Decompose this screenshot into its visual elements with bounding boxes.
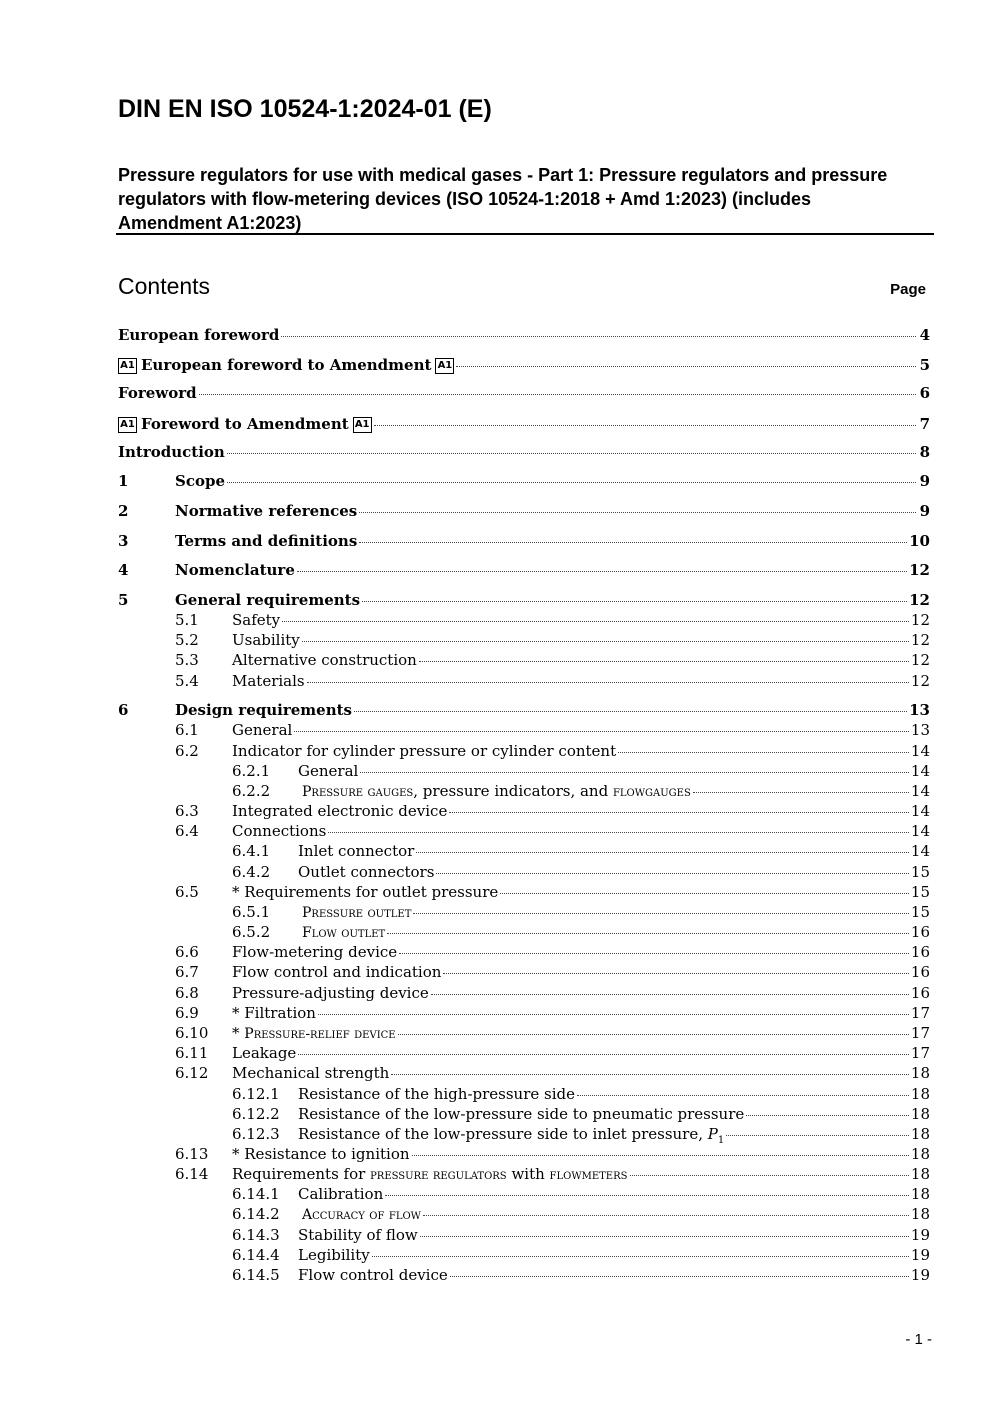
toc-number: 6.4 bbox=[175, 822, 199, 840]
leader-dots bbox=[362, 601, 907, 602]
leader-dots bbox=[387, 933, 909, 934]
toc-entry-foreword[interactable] bbox=[0, 384, 992, 404]
toc-entry-6-4-2[interactable] bbox=[0, 863, 992, 883]
toc-page: 18 bbox=[910, 1165, 930, 1183]
toc-page: 17 bbox=[910, 1044, 930, 1062]
toc-label: Connections bbox=[232, 822, 327, 840]
toc-page: 18 bbox=[910, 1185, 930, 1203]
page-column-heading: Page bbox=[890, 281, 926, 298]
leader-dots bbox=[227, 453, 916, 454]
toc-entry-6-14-1[interactable] bbox=[0, 1185, 992, 1205]
toc-label: * Requirements for outlet pressure bbox=[232, 883, 499, 901]
leader-dots bbox=[423, 1215, 909, 1216]
toc-page: 18 bbox=[910, 1085, 930, 1103]
toc-entry-5-4[interactable] bbox=[0, 672, 992, 692]
toc-page: 15 bbox=[910, 863, 930, 881]
toc-label: Design requirements bbox=[175, 701, 352, 719]
toc-page: 14 bbox=[910, 782, 930, 800]
toc-label: Inlet connector bbox=[298, 842, 415, 860]
leader-dots bbox=[443, 973, 908, 974]
toc-page: 12 bbox=[909, 561, 930, 579]
toc-entry-introduction[interactable] bbox=[0, 443, 992, 463]
toc-entry-6[interactable] bbox=[0, 701, 992, 721]
leader-dots bbox=[359, 512, 916, 513]
toc-number: 6.9 bbox=[175, 1004, 199, 1022]
leader-dots bbox=[726, 1135, 909, 1136]
leader-dots bbox=[391, 1074, 909, 1075]
toc-page: 13 bbox=[910, 721, 930, 739]
leader-dots bbox=[302, 641, 909, 642]
amendment-start-marker-icon: A1 bbox=[118, 417, 137, 433]
toc-page: 12 bbox=[910, 672, 930, 690]
toc-label: Pressure gauges, pressure indicators, and flowgauges bbox=[302, 782, 691, 800]
toc-entry-european-foreword-amendment[interactable] bbox=[0, 356, 992, 376]
toc-label: Outlet connectors bbox=[298, 863, 435, 881]
toc-page: 18 bbox=[910, 1125, 930, 1143]
toc-label: Resistance of the low-pressure side to pneumatic pressure bbox=[298, 1105, 745, 1123]
toc-label: Normative references bbox=[175, 502, 358, 520]
toc-entry-5-3[interactable] bbox=[0, 651, 992, 671]
toc-label: * Pressure-relief device bbox=[232, 1024, 396, 1042]
toc-page: 12 bbox=[909, 591, 930, 609]
leader-dots bbox=[693, 792, 909, 793]
toc-entry-6-14-4[interactable] bbox=[0, 1246, 992, 1266]
leader-dots bbox=[420, 1236, 909, 1237]
leader-dots bbox=[307, 682, 909, 683]
toc-label: Flow control device bbox=[298, 1266, 448, 1284]
toc-page: 12 bbox=[910, 631, 930, 649]
toc-entry-6-2[interactable] bbox=[0, 742, 992, 762]
toc-number: 6.14.2 bbox=[232, 1205, 280, 1223]
toc-number: 2 bbox=[118, 502, 129, 520]
toc-number: 6.12 bbox=[175, 1064, 209, 1082]
toc-page: 12 bbox=[910, 651, 930, 669]
toc-page: 5 bbox=[919, 356, 930, 374]
toc-label: Accuracy of flow bbox=[302, 1207, 421, 1223]
leader-dots bbox=[436, 873, 908, 874]
toc-page: 19 bbox=[910, 1246, 930, 1264]
toc-page: 8 bbox=[919, 443, 930, 461]
contents-heading: Contents bbox=[118, 273, 211, 299]
toc-entry-6-12-1[interactable] bbox=[0, 1085, 992, 1105]
toc-entry-3[interactable] bbox=[0, 532, 992, 552]
toc-number: 6.13 bbox=[175, 1145, 209, 1163]
toc-entry-6-3[interactable] bbox=[0, 802, 992, 822]
leader-dots bbox=[298, 1054, 909, 1055]
toc-page: 14 bbox=[910, 822, 930, 840]
toc-label: Flow control and indication bbox=[232, 963, 442, 981]
toc-entry-6-8[interactable] bbox=[0, 984, 992, 1004]
leader-dots bbox=[456, 366, 916, 367]
toc-label: Safety bbox=[232, 611, 281, 629]
toc-entry-european-foreword[interactable] bbox=[0, 326, 992, 346]
toc-number: 6.12.3 bbox=[232, 1125, 280, 1143]
toc-entry-6-11[interactable] bbox=[0, 1044, 992, 1064]
toc-label: Materials bbox=[232, 672, 305, 690]
toc-entry-5[interactable] bbox=[0, 591, 992, 611]
toc-number: 6.4.2 bbox=[232, 863, 271, 881]
toc-label: Resistance of the low-pressure side to inlet pressure, $P_1$ bbox=[298, 1125, 725, 1146]
toc-page: 14 bbox=[910, 742, 930, 760]
toc-page: 16 bbox=[910, 943, 930, 961]
toc-label: Flow outlet bbox=[302, 925, 386, 941]
amendment-start-marker-icon: A1 bbox=[118, 358, 137, 374]
toc-page: 13 bbox=[909, 701, 930, 719]
leader-dots bbox=[746, 1115, 909, 1116]
toc-page: 14 bbox=[910, 842, 930, 860]
toc-number: 1 bbox=[118, 472, 129, 490]
toc-number: 5.4 bbox=[175, 672, 199, 690]
toc-entry-6-7[interactable] bbox=[0, 963, 992, 983]
leader-dots bbox=[413, 913, 909, 914]
toc-page: 14 bbox=[910, 802, 930, 820]
document-id: DIN EN ISO 10524-1:2024-01 (E) bbox=[118, 95, 492, 123]
toc-entry-6-14-5[interactable] bbox=[0, 1266, 992, 1286]
leader-dots bbox=[630, 1175, 909, 1176]
toc-page: 17 bbox=[910, 1024, 930, 1042]
toc-entry-6-1[interactable] bbox=[0, 721, 992, 741]
toc-number: 6.14.4 bbox=[232, 1246, 280, 1264]
leader-dots bbox=[431, 994, 909, 995]
toc-label: Pressure-adjusting device bbox=[232, 984, 429, 1002]
leader-dots bbox=[419, 661, 909, 662]
toc-number: 6.14.5 bbox=[232, 1266, 280, 1284]
toc-page: 18 bbox=[910, 1105, 930, 1123]
toc-number: 6.12.2 bbox=[232, 1105, 280, 1123]
toc-label: Nomenclature bbox=[175, 561, 295, 579]
toc-number: 6.2.2 bbox=[232, 782, 271, 800]
toc-number: 6.8 bbox=[175, 984, 199, 1002]
toc-label: Integrated electronic device bbox=[232, 802, 448, 820]
toc-label: * Filtration bbox=[232, 1004, 316, 1022]
leader-dots bbox=[318, 1014, 909, 1015]
toc-page: 4 bbox=[919, 326, 930, 344]
leader-dots bbox=[500, 893, 909, 894]
leader-dots bbox=[294, 731, 909, 732]
toc-number: 5.1 bbox=[175, 611, 199, 629]
toc-number: 6.5.2 bbox=[232, 923, 271, 941]
leader-dots bbox=[297, 571, 907, 572]
toc-label: General requirements bbox=[175, 591, 361, 609]
toc-entry-6-5[interactable] bbox=[0, 883, 992, 903]
toc-entry-1[interactable] bbox=[0, 472, 992, 492]
toc-label: Requirements for pressure regulators with flowmeters bbox=[232, 1165, 628, 1183]
toc-label: European foreword to Amendment bbox=[141, 356, 432, 374]
toc-label: General bbox=[232, 721, 293, 739]
toc-page: 9 bbox=[919, 472, 930, 490]
leader-dots bbox=[227, 482, 916, 483]
toc-label: Mechanical strength bbox=[232, 1064, 390, 1082]
toc-page: 19 bbox=[910, 1226, 930, 1244]
toc-page: 17 bbox=[910, 1004, 930, 1022]
toc-page: 6 bbox=[919, 384, 930, 402]
toc-page: 18 bbox=[910, 1145, 930, 1163]
leader-dots bbox=[449, 812, 909, 813]
toc-number: 5 bbox=[118, 591, 129, 609]
toc-page: 7 bbox=[919, 415, 930, 433]
toc-entry-6-2-1[interactable] bbox=[0, 762, 992, 782]
toc-label: Indicator for cylinder pressure or cylinder content bbox=[232, 742, 617, 760]
leader-dots bbox=[199, 394, 916, 395]
toc-label: Stability of flow bbox=[298, 1226, 418, 1244]
leader-dots bbox=[372, 1256, 909, 1257]
toc-entry-6-12-3[interactable] bbox=[0, 1125, 992, 1145]
toc-number: 6.11 bbox=[175, 1044, 209, 1062]
toc-entry-6-13[interactable] bbox=[0, 1145, 992, 1165]
document-title: Pressure regulators for use with medical gases - Part 1: Pressure regulators and pressure regulators with flow-metering devices (ISO 10524-1:2018 + Amd 1:2023) (includes Amendment A1:2023) bbox=[118, 165, 888, 233]
amendment-end-marker-icon: A1 bbox=[353, 417, 372, 433]
toc-entry-6-6[interactable] bbox=[0, 943, 992, 963]
toc-number: 3 bbox=[118, 532, 129, 550]
toc-page: 15 bbox=[910, 903, 930, 921]
leader-dots bbox=[618, 752, 909, 753]
toc-entry-6-10[interactable] bbox=[0, 1024, 992, 1044]
toc-number: 6.14.1 bbox=[232, 1185, 280, 1203]
toc-page: 12 bbox=[910, 611, 930, 629]
toc-entry-6-5-1[interactable] bbox=[0, 903, 992, 923]
leader-dots bbox=[399, 953, 909, 954]
toc-entry-5-1[interactable] bbox=[0, 611, 992, 631]
toc-entry-2[interactable] bbox=[0, 502, 992, 522]
toc-page: 9 bbox=[919, 502, 930, 520]
leader-dots bbox=[577, 1095, 909, 1096]
toc-label: Flow-metering device bbox=[232, 943, 398, 961]
toc-page: 19 bbox=[910, 1266, 930, 1284]
toc-entry-6-2-2[interactable] bbox=[0, 782, 992, 802]
leader-dots bbox=[385, 1195, 909, 1196]
toc-number: 6 bbox=[118, 701, 129, 719]
leader-dots bbox=[398, 1034, 909, 1035]
toc-entry-6-14[interactable] bbox=[0, 1165, 992, 1185]
leader-dots bbox=[359, 542, 907, 543]
toc-label: * Resistance to ignition bbox=[232, 1145, 410, 1163]
leader-dots bbox=[450, 1276, 909, 1277]
page-number-footer: - 1 - bbox=[905, 1331, 932, 1348]
toc-page: 16 bbox=[910, 984, 930, 1002]
toc-label: General bbox=[298, 762, 359, 780]
toc-page: 18 bbox=[910, 1205, 930, 1223]
toc-number: 6.6 bbox=[175, 943, 199, 961]
title-divider bbox=[116, 233, 934, 235]
leader-dots bbox=[282, 621, 909, 622]
toc-number: 6.3 bbox=[175, 802, 199, 820]
toc-number: 5.2 bbox=[175, 631, 199, 649]
toc-number: 6.14 bbox=[175, 1165, 209, 1183]
toc-label: Foreword to Amendment bbox=[141, 415, 349, 433]
toc-label: Leakage bbox=[232, 1044, 297, 1062]
leader-dots bbox=[328, 832, 909, 833]
toc-page: 14 bbox=[910, 762, 930, 780]
toc-number: 6.2.1 bbox=[232, 762, 271, 780]
toc-label: Terms and definitions bbox=[175, 532, 358, 550]
toc-label: Legibility bbox=[298, 1246, 370, 1264]
toc-entry-6-9[interactable] bbox=[0, 1004, 992, 1024]
toc-number: 5.3 bbox=[175, 651, 199, 669]
toc-entry-6-5-2[interactable] bbox=[0, 923, 992, 943]
toc-entry-6-12-2[interactable] bbox=[0, 1105, 992, 1125]
toc-entry-6-12[interactable] bbox=[0, 1064, 992, 1084]
toc-label: Scope bbox=[175, 472, 226, 490]
toc-number: 6.5 bbox=[175, 883, 199, 901]
toc-page: 16 bbox=[910, 923, 930, 941]
toc-label: Introduction bbox=[118, 443, 225, 461]
toc-entry-6-4[interactable] bbox=[0, 822, 992, 842]
toc-number: 6.14.3 bbox=[232, 1226, 280, 1244]
toc-number: 6.7 bbox=[175, 963, 199, 981]
toc-number: 6.4.1 bbox=[232, 842, 271, 860]
toc-entry-foreword-amendment[interactable] bbox=[0, 415, 992, 435]
leader-dots bbox=[360, 772, 909, 773]
leader-dots bbox=[374, 425, 916, 426]
toc-number: 6.2 bbox=[175, 742, 199, 760]
toc-number: 6.5.1 bbox=[232, 903, 271, 921]
toc-label: European foreword bbox=[118, 326, 280, 344]
toc-number: 6.10 bbox=[175, 1024, 209, 1042]
toc-page: 15 bbox=[910, 883, 930, 901]
toc-label: Usability bbox=[232, 631, 300, 649]
toc-label: Alternative construction bbox=[232, 651, 417, 669]
leader-dots bbox=[354, 711, 907, 712]
toc-entry-6-4-1[interactable] bbox=[0, 842, 992, 862]
leader-dots bbox=[281, 336, 916, 337]
toc-page: 16 bbox=[910, 963, 930, 981]
toc-page: 10 bbox=[909, 532, 930, 550]
leader-dots bbox=[412, 1155, 909, 1156]
toc-label: Foreword bbox=[118, 384, 197, 402]
toc-label: Calibration bbox=[298, 1185, 384, 1203]
toc-label: Pressure outlet bbox=[302, 905, 412, 921]
toc-number: 4 bbox=[118, 561, 129, 579]
toc-entry-6-14-3[interactable] bbox=[0, 1226, 992, 1246]
toc-number: 6.12.1 bbox=[232, 1085, 280, 1103]
amendment-end-marker-icon: A1 bbox=[435, 358, 454, 374]
toc-number: 6.1 bbox=[175, 721, 199, 739]
leader-dots bbox=[416, 852, 909, 853]
toc-entry-5-2[interactable] bbox=[0, 631, 992, 651]
toc-entry-6-14-2[interactable] bbox=[0, 1205, 992, 1225]
toc-entry-4[interactable] bbox=[0, 561, 992, 581]
toc-page: 18 bbox=[910, 1064, 930, 1082]
toc-label: Resistance of the high-pressure side bbox=[298, 1085, 576, 1103]
